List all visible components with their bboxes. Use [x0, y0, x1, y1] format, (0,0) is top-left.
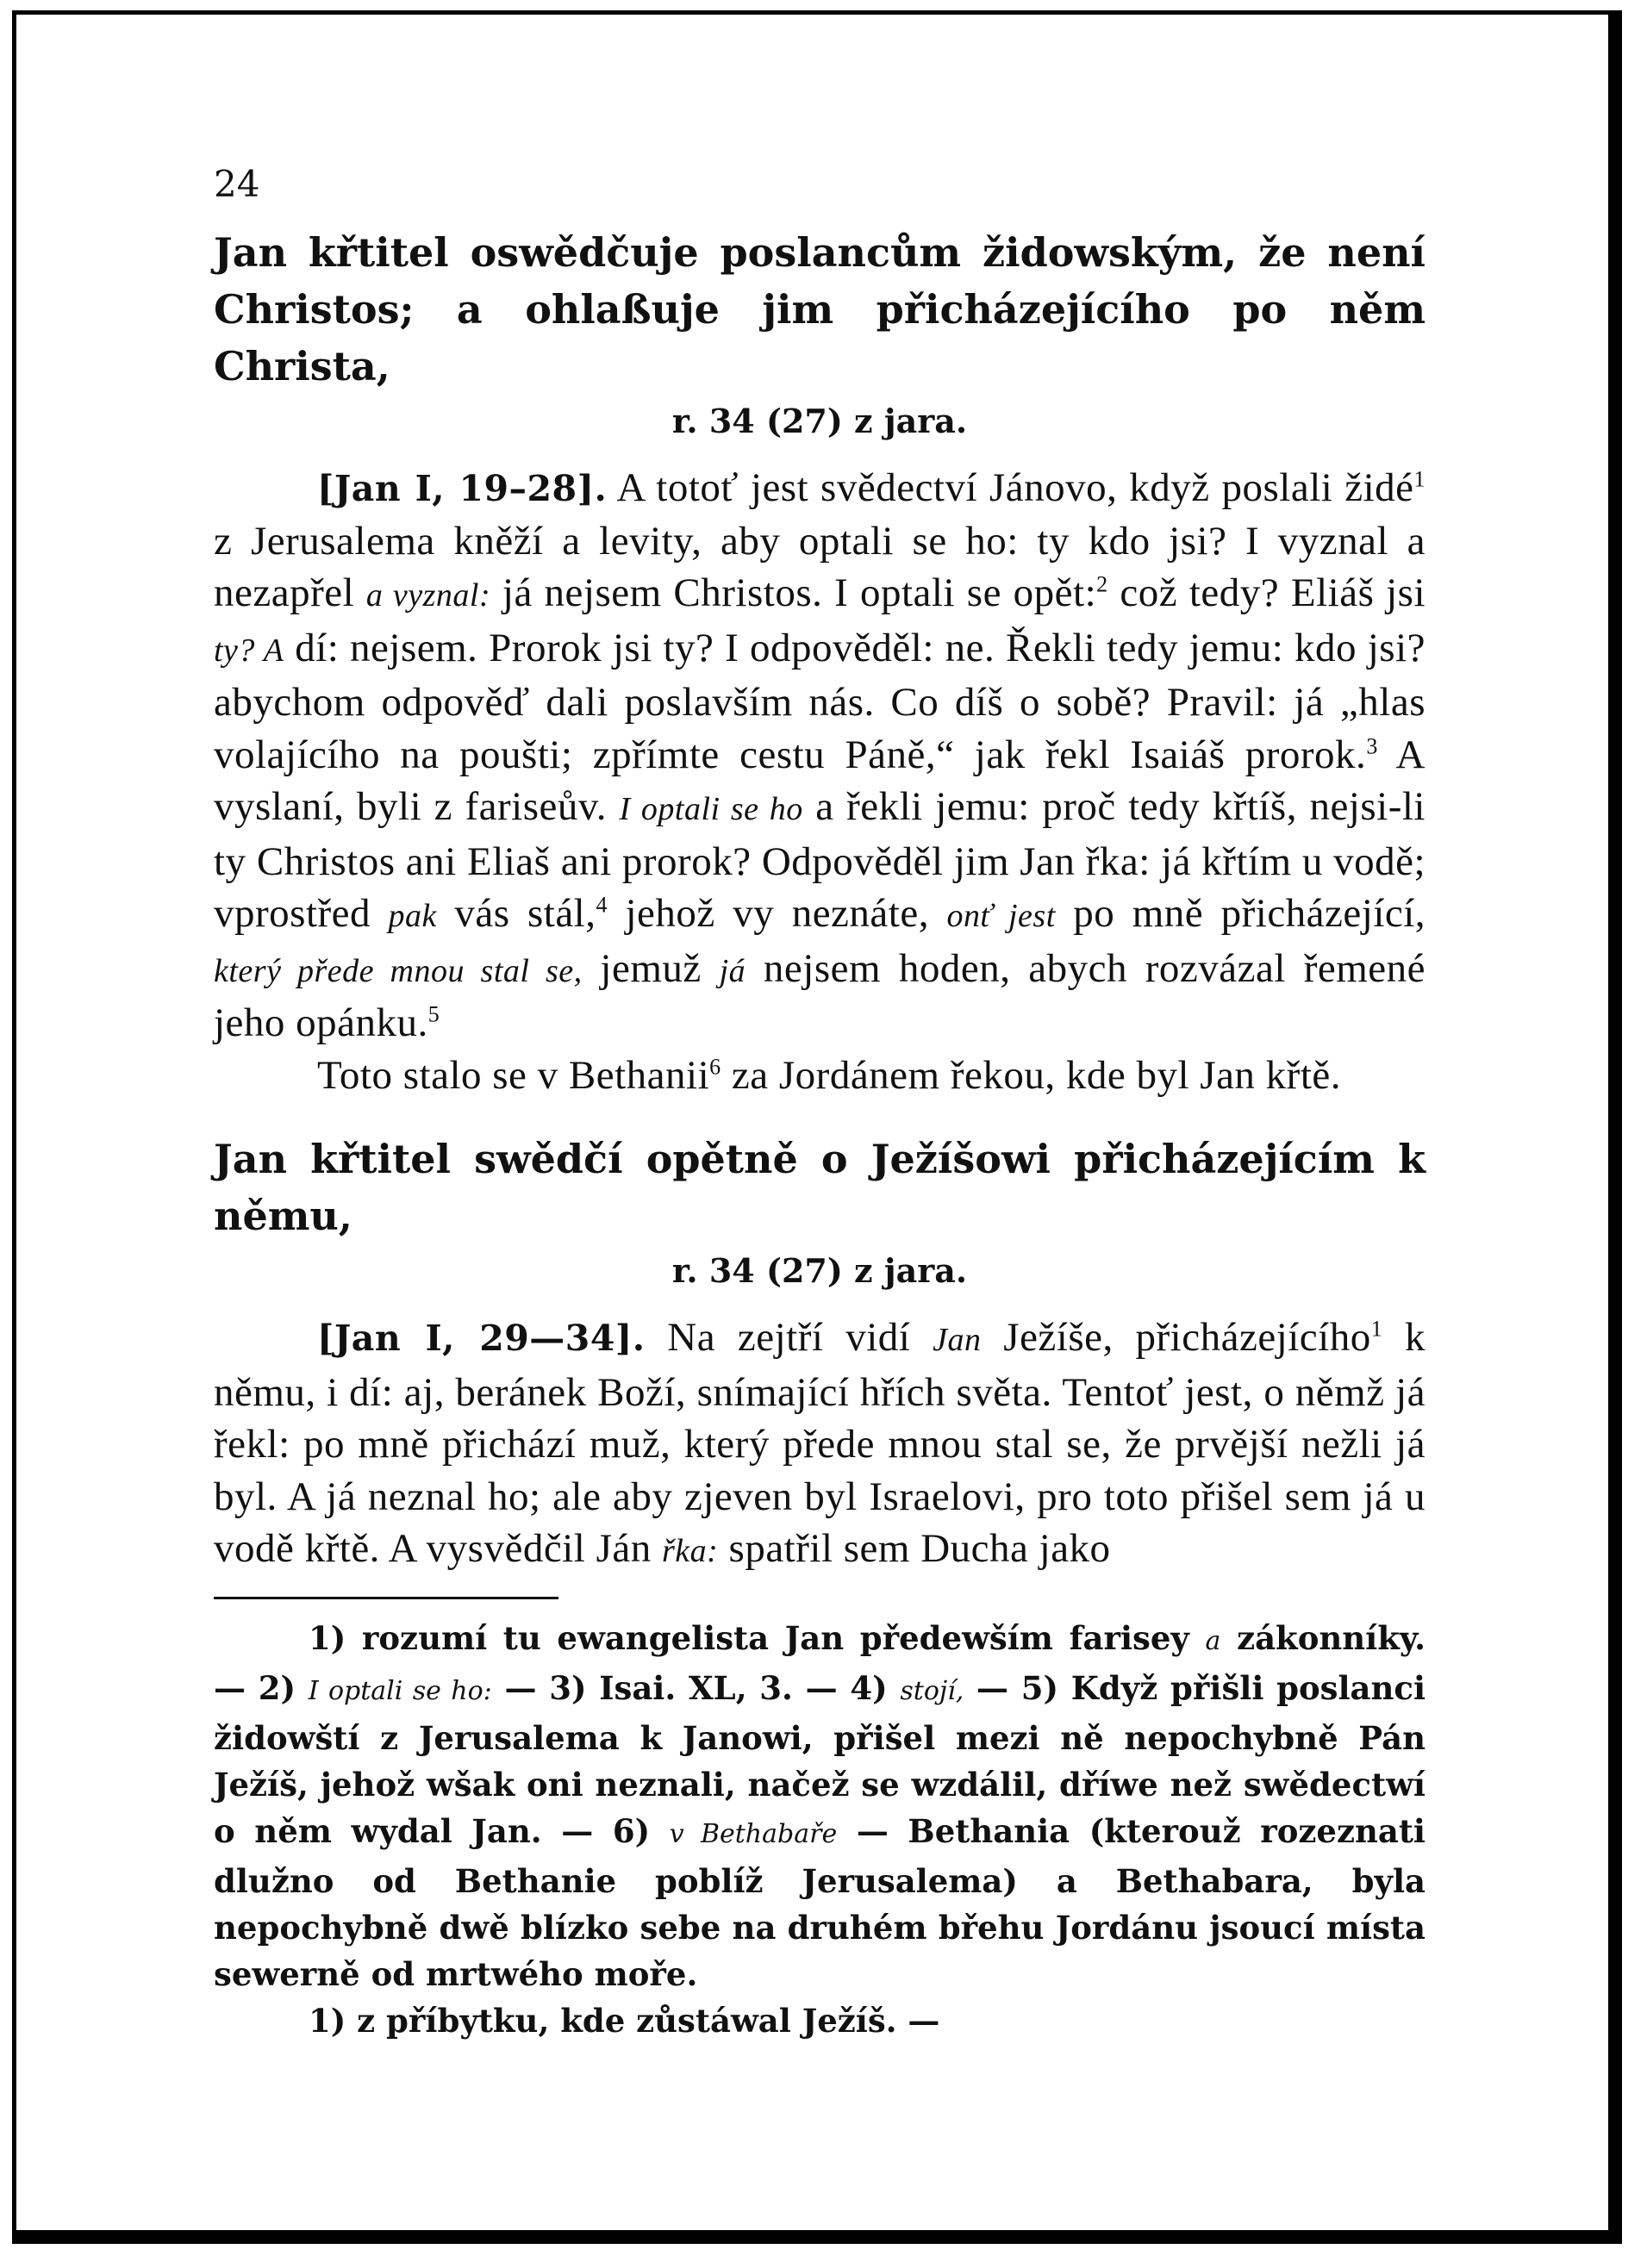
section-paragraph-2: Toto stalo se v Bethanii$^6$ za Jordánem řekou, kde byl Jan křtě. [317, 1052, 1342, 1098]
section-paragraph-3: [Jan I, 29—34]. Na zejtří vidí Jan Ježíše, přicházejícího$^1$ k němu, i dí: aj, beránek Boží, snímající hřích světa. Tentoť jest, o němž já řekl: po mně přichází muž, který přede mnou stal se, že prvější nežli já byl. A já neznal ho; ale aby zjeven byl Israelovi, pro toto přišel sem já u vodě křtě. A vysvědčil Ján řka: spatřil sem Ducha jako [214, 1315, 1426, 1571]
page-number: 24 [214, 163, 260, 205]
footnote-marker: 4 [596, 892, 608, 918]
footnote-marker: 6 [709, 1053, 721, 1079]
footnote-divider [214, 1597, 558, 1599]
footnote-second: 1) z příbytku, kde zůstáwal Ježíš. — [309, 2001, 940, 2040]
footnote-marker: 1 [1370, 1316, 1383, 1342]
page-content [214, 164, 1426, 2044]
footnote-marker: 2 [1096, 571, 1108, 597]
section-heading-1: Jan křtitel oswědčuje poslancům židowským, že není Christos; a ohlaßuje jim přicházejícího po něm Christa, [214, 229, 1426, 389]
footnote-marker: 5 [427, 1001, 440, 1027]
footnote-marker: 1 [1413, 466, 1426, 492]
section-paragraph-1: [Jan I, 19–28]. A totoť jest svědectví Jánovo, když poslali židé$^1$ z Jerusalema kněží a levity, aby optali se ho: ty kdo jsi? I vyznal a nezapřel a vyznal: já nejsem Christos. I optali se opět:$^2$ což tedy? Eliáš jsi ty? A dí: nejsem. Prorok jsi ty? I odpověděl: ne. Řekli tedy jemu: kdo jsi? abychom odpověď dali poslavším nás. Co díš o sobě? Pravil: já „hlas volajícího na poušti; zpřímte cestu Páně,“ jak řekl Isaiáš prorok.$^3$ A vyslaní, byli z fariseův. I optali se ho a řekli jemu: proč tedy křtíš, nejsi-li ty Christos ani Eliaš ani prorok? Odpověděl jim Jan řka: já křtím u vodě; vprostřed pak vás stál,$^4$ jehož vy neznáte, onť jest po mně přicházející, který přede mnou stal se, jemuž já nejsem hoden, abych rozvázal řemené jeho opánku.$^5$ [214, 465, 1426, 1045]
section-heading-2: Jan křtitel swědčí opětně o Ježíšowi přicházejícím k němu, [214, 1136, 1426, 1239]
section-date-1: r. 34 (27) z jara. [671, 402, 968, 440]
bible-reference: [Jan I, 19–28]. [317, 468, 608, 509]
section-date-2: r. 34 (27) z jara. [671, 1251, 968, 1290]
footnote-marker: 3 [1366, 732, 1378, 758]
footnotes-block: 1) rozumí tu ewangelista Jan předewším farisey a zákonníky. — 2) I optali se ho: — 3) Isai. XL, 3. — 4) stojí, — 5) Když přišli poslanci židowští z Jerusalema k Janowi, přišel mezi ně nepochybně Pán Ježíš, jehož wšak oni neznali, načež se wzdálil, dříwe než swědectwí o něm wydal Jan. — 6) v Bethabaře — Bethania (kterouž rozeznati dlužno od Bethanie poblíž Jerusalema) a Bethabara, byla nepochybně dwě blízko sebe na druhém břehu Jordánu jsoucí místa sewerně od mrtwého moře. [214, 1618, 1426, 1993]
bible-reference: [Jan I, 29—34]. [317, 1318, 646, 1359]
